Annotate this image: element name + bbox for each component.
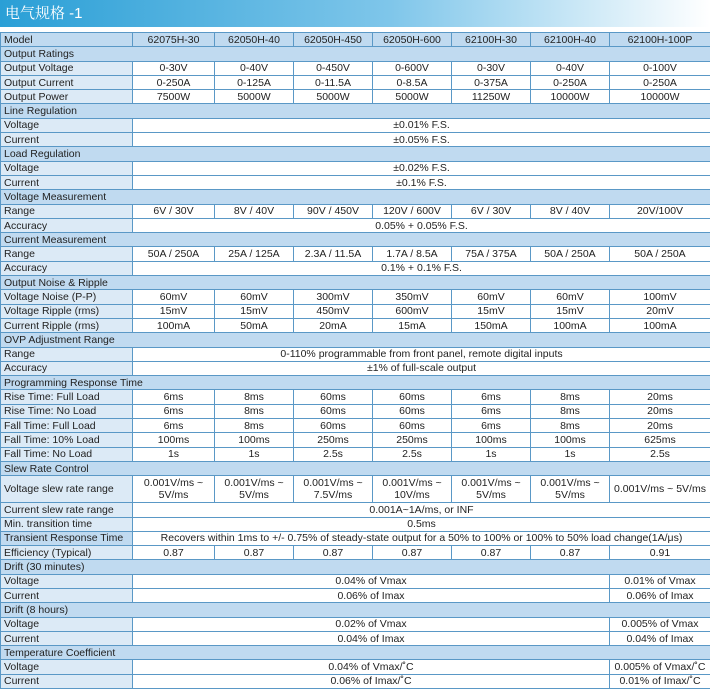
header-model-cell: 62100H-100P [610,33,710,47]
spec-row [1,447,710,461]
spec-value: 50mA [215,318,294,332]
spec-value: 0-8.5A [373,75,452,89]
spec-row [1,631,710,645]
spec-row [1,433,710,447]
spec-value: 600mV [373,304,452,318]
spec-row [1,247,710,261]
spec-value: ±1% of full-scale output [133,361,710,375]
spec-value: 60ms [373,404,452,418]
spec-value: 60mV [531,290,610,304]
spec-value: 5000W [215,90,294,104]
header-model-cell: 62100H-40 [531,33,610,47]
spec-value: 5000W [294,90,373,104]
spec-value: 0.87 [133,546,215,560]
spec-row-label: Fall Time: Full Load [1,419,133,433]
spec-value: 0-450V [294,61,373,75]
spec-value: 0-100V [610,61,710,75]
spec-value: 2.5s [610,447,710,461]
spec-value: 0.04% of Vmax/˚C [133,660,610,674]
spec-row-label: Accuracy [1,361,133,375]
spec-value: 1s [215,447,294,461]
spec-value: 5000W [373,90,452,104]
spec-row-label: Fall Time: 10% Load [1,433,133,447]
spec-value: 0-40V [215,61,294,75]
spec-row-label: Current [1,588,133,602]
spec-row-label: Range [1,204,133,218]
spec-row-label: Voltage [1,574,133,588]
spec-row [1,476,710,503]
spec-row [1,318,710,332]
spec-value: 100mV [610,290,710,304]
spec-value: 60mV [215,290,294,304]
spec-value: 6ms [133,404,215,418]
spec-value: 150mA [452,318,531,332]
spec-table-body [1,33,710,689]
spec-row [1,118,710,132]
spec-row [1,660,710,674]
spec-row [1,674,710,688]
page-title-banner [0,0,710,27]
spec-row [1,503,710,517]
spec-row-label: Current Ripple (rms) [1,318,133,332]
spec-value: 60ms [373,419,452,433]
spec-row [1,90,710,104]
spec-value: 6ms [133,390,215,404]
section-row [1,560,710,574]
spec-value: 60ms [294,419,373,433]
spec-value: 0-250A [531,75,610,89]
spec-value: 90V / 450V [294,204,373,218]
spec-value: 0.87 [531,546,610,560]
spec-value: 10000W [610,90,710,104]
spec-row [1,531,710,545]
spec-row-label: Voltage Ripple (rms) [1,304,133,318]
spec-value: 0.06% of Imax [133,588,610,602]
spec-value: 100mA [531,318,610,332]
spec-row-label: Voltage Noise (P-P) [1,290,133,304]
spec-value: ±0.1% F.S. [133,175,710,189]
spec-row-label: Voltage [1,161,133,175]
spec-row-label: Current [1,674,133,688]
spec-value: ±0.05% F.S. [133,133,710,147]
header-model-label: Model [1,33,133,47]
spec-value: 0.87 [215,546,294,560]
spec-row-label: Transient Response Time [1,531,133,545]
spec-value: 6ms [452,390,531,404]
spec-row [1,404,710,418]
spec-value: 8ms [531,419,610,433]
spec-value: 0.001V/ms ~ 5V/ms [531,476,610,503]
spec-value: 8ms [215,404,294,418]
spec-value: 8ms [531,404,610,418]
spec-row-label: Current [1,631,133,645]
section-row [1,646,710,660]
spec-value: 100ms [133,433,215,447]
spec-value: 10000W [531,90,610,104]
spec-row [1,347,710,361]
spec-value: 0.001V/ms ~ 7.5V/ms [294,476,373,503]
spec-row-label: Fall Time: No Load [1,447,133,461]
spec-row-label: Rise Time: No Load [1,404,133,418]
spec-row [1,161,710,175]
spec-row [1,390,710,404]
spec-value: 0-250A [610,75,710,89]
section-title: Line Regulation [1,104,710,118]
spec-row [1,261,710,275]
section-title: Drift (30 minutes) [1,560,710,574]
spec-row [1,75,710,89]
spec-value: 0-11.5A [294,75,373,89]
spec-value: 0.87 [294,546,373,560]
section-row [1,147,710,161]
spec-value: 0.005% of Vmax/˚C [610,660,710,674]
spec-value: 100ms [531,433,610,447]
spec-value: 15mV [133,304,215,318]
spec-row-label: Efficiency (Typical) [1,546,133,560]
section-title: Temperature Coefficient [1,646,710,660]
spec-value: 0.06% of Imax/˚C [133,674,610,688]
spec-value: 1s [531,447,610,461]
header-model-cell: 62050H-40 [215,33,294,47]
spec-value: 0.001V/ms ~ 10V/ms [373,476,452,503]
header-model-cell: 62075H-30 [133,33,215,47]
spec-row [1,517,710,531]
spec-value: 100ms [215,433,294,447]
spec-value: 1s [452,447,531,461]
spec-row-label: Current [1,133,133,147]
spec-value: 50A / 250A [531,247,610,261]
spec-value: 50A / 250A [133,247,215,261]
spec-table [0,32,710,689]
spec-row [1,361,710,375]
spec-value: 300mV [294,290,373,304]
section-title: Drift (8 hours) [1,603,710,617]
spec-row [1,133,710,147]
spec-value: 6V / 30V [452,204,531,218]
spec-row-label: Current [1,175,133,189]
section-title: Current Measurement [1,233,710,247]
spec-value: 8V / 40V [531,204,610,218]
spec-row [1,546,710,560]
spec-row-label: Rise Time: Full Load [1,390,133,404]
spec-value: 0.01% of Vmax [610,574,710,588]
spec-value: 0.87 [452,546,531,560]
spec-row-label: Accuracy [1,218,133,232]
spec-row-label: Min. transition time [1,517,133,531]
spec-value: 25A / 125A [215,247,294,261]
spec-value: 2.5s [294,447,373,461]
spec-value: 0-30V [133,61,215,75]
spec-value: 20ms [610,419,710,433]
spec-value: ±0.02% F.S. [133,161,710,175]
spec-value: 15mV [452,304,531,318]
spec-value: 11250W [452,90,531,104]
spec-value: 120V / 600V [373,204,452,218]
spec-value: 100ms [452,433,531,447]
section-title: OVP Adjustment Range [1,333,710,347]
spec-value: 0-30V [452,61,531,75]
spec-row-label: Output Current [1,75,133,89]
spec-value: 6ms [452,419,531,433]
section-row [1,276,710,290]
spec-value: 0.91 [610,546,710,560]
spec-value: 60mV [452,290,531,304]
spec-value: 0-250A [133,75,215,89]
spec-row [1,419,710,433]
spec-value: 100mA [133,318,215,332]
section-row [1,233,710,247]
spec-value: 60ms [294,390,373,404]
spec-value: 15mA [373,318,452,332]
spec-value: 0-600V [373,61,452,75]
spec-row-label: Output Voltage [1,61,133,75]
spec-value: 1.7A / 8.5A [373,247,452,261]
spec-value: 0.1% + 0.1% F.S. [133,261,710,275]
header-model-cell: 62050H-450 [294,33,373,47]
section-row [1,376,710,390]
spec-value: 20ms [610,390,710,404]
spec-value: 0.04% of Imax [133,631,610,645]
section-row [1,333,710,347]
spec-value: 0.001V/ms ~ 5V/ms [215,476,294,503]
spec-value: 250ms [294,433,373,447]
section-row [1,104,710,118]
spec-value: 15mV [215,304,294,318]
spec-value: 0.001V/ms ~ 5V/ms [610,476,710,503]
spec-row-label: Voltage [1,118,133,132]
spec-value: 8V / 40V [215,204,294,218]
section-title: Load Regulation [1,147,710,161]
spec-row [1,588,710,602]
spec-value: 15mV [531,304,610,318]
spec-value: 0.04% of Imax [610,631,710,645]
page-title: 电气规格 -1 [5,5,83,22]
spec-value: 6ms [452,404,531,418]
spec-value: 20mA [294,318,373,332]
spec-value: 0-125A [215,75,294,89]
spec-value: 0.01% of Imax/˚C [610,674,710,688]
section-title: Programming Response Time [1,376,710,390]
spec-value: 0.5ms [133,517,710,531]
spec-value: ±0.01% F.S. [133,118,710,132]
spec-row [1,304,710,318]
header-model-cell: 62050H-600 [373,33,452,47]
section-row [1,603,710,617]
spec-row-label: Output Power [1,90,133,104]
spec-value: 8ms [215,419,294,433]
spec-row [1,574,710,588]
spec-row [1,175,710,189]
spec-value: 250ms [373,433,452,447]
spec-value: 8ms [215,390,294,404]
spec-row [1,617,710,631]
spec-row [1,61,710,75]
spec-value: 2.5s [373,447,452,461]
spec-row-label: Range [1,247,133,261]
spec-row-label: Range [1,347,133,361]
spec-value: 50A / 250A [610,247,710,261]
spec-value: 0.05% + 0.05% F.S. [133,218,710,232]
spec-value: 6ms [133,419,215,433]
section-title: Output Ratings [1,47,710,61]
header-row [1,33,710,47]
spec-value: 625ms [610,433,710,447]
spec-value: 0.04% of Vmax [133,574,610,588]
spec-value: 6V / 30V [133,204,215,218]
section-title: Output Noise & Ripple [1,276,710,290]
spec-value: 60ms [373,390,452,404]
spec-value: 20ms [610,404,710,418]
spec-value: 7500W [133,90,215,104]
section-row [1,47,710,61]
spec-value: 100mA [610,318,710,332]
spec-row-label: Voltage [1,617,133,631]
spec-value: 1s [133,447,215,461]
spec-value: 0.06% of Imax [610,588,710,602]
spec-row [1,204,710,218]
spec-row-label: Current slew rate range [1,503,133,517]
spec-value: 0.001V/ms ~ 5V/ms [133,476,215,503]
section-row [1,190,710,204]
spec-row-label: Voltage slew rate range [1,476,133,503]
spec-value: 0-375A [452,75,531,89]
spec-value: 0.87 [373,546,452,560]
spec-row [1,290,710,304]
spec-value: 0.001V/ms ~ 5V/ms [452,476,531,503]
spec-value: 60mV [133,290,215,304]
spec-value: 20V/100V [610,204,710,218]
spec-value: 2.3A / 11.5A [294,247,373,261]
spec-value: 0.001A~1A/ms, or INF [133,503,710,517]
spec-value: 75A / 375A [452,247,531,261]
spec-value: 0-40V [531,61,610,75]
spec-value: 0.02% of Vmax [133,617,610,631]
section-row [1,461,710,475]
spec-value: 8ms [531,390,610,404]
spec-row-label: Accuracy [1,261,133,275]
section-title: Voltage Measurement [1,190,710,204]
spec-value: 350mV [373,290,452,304]
spec-value: 0.005% of Vmax [610,617,710,631]
spec-value: 450mV [294,304,373,318]
spec-row [1,218,710,232]
spec-value: Recovers within 1ms to +/- 0.75% of steady-state output for a 50% to 100% or 100% to 50% load change(1A/μs) [133,531,710,545]
spec-value: 60ms [294,404,373,418]
spec-value: 20mV [610,304,710,318]
spec-value: 0-110% programmable from front panel, remote digital inputs [133,347,710,361]
section-title: Slew Rate Control [1,461,710,475]
spec-row-label: Voltage [1,660,133,674]
header-model-cell: 62100H-30 [452,33,531,47]
